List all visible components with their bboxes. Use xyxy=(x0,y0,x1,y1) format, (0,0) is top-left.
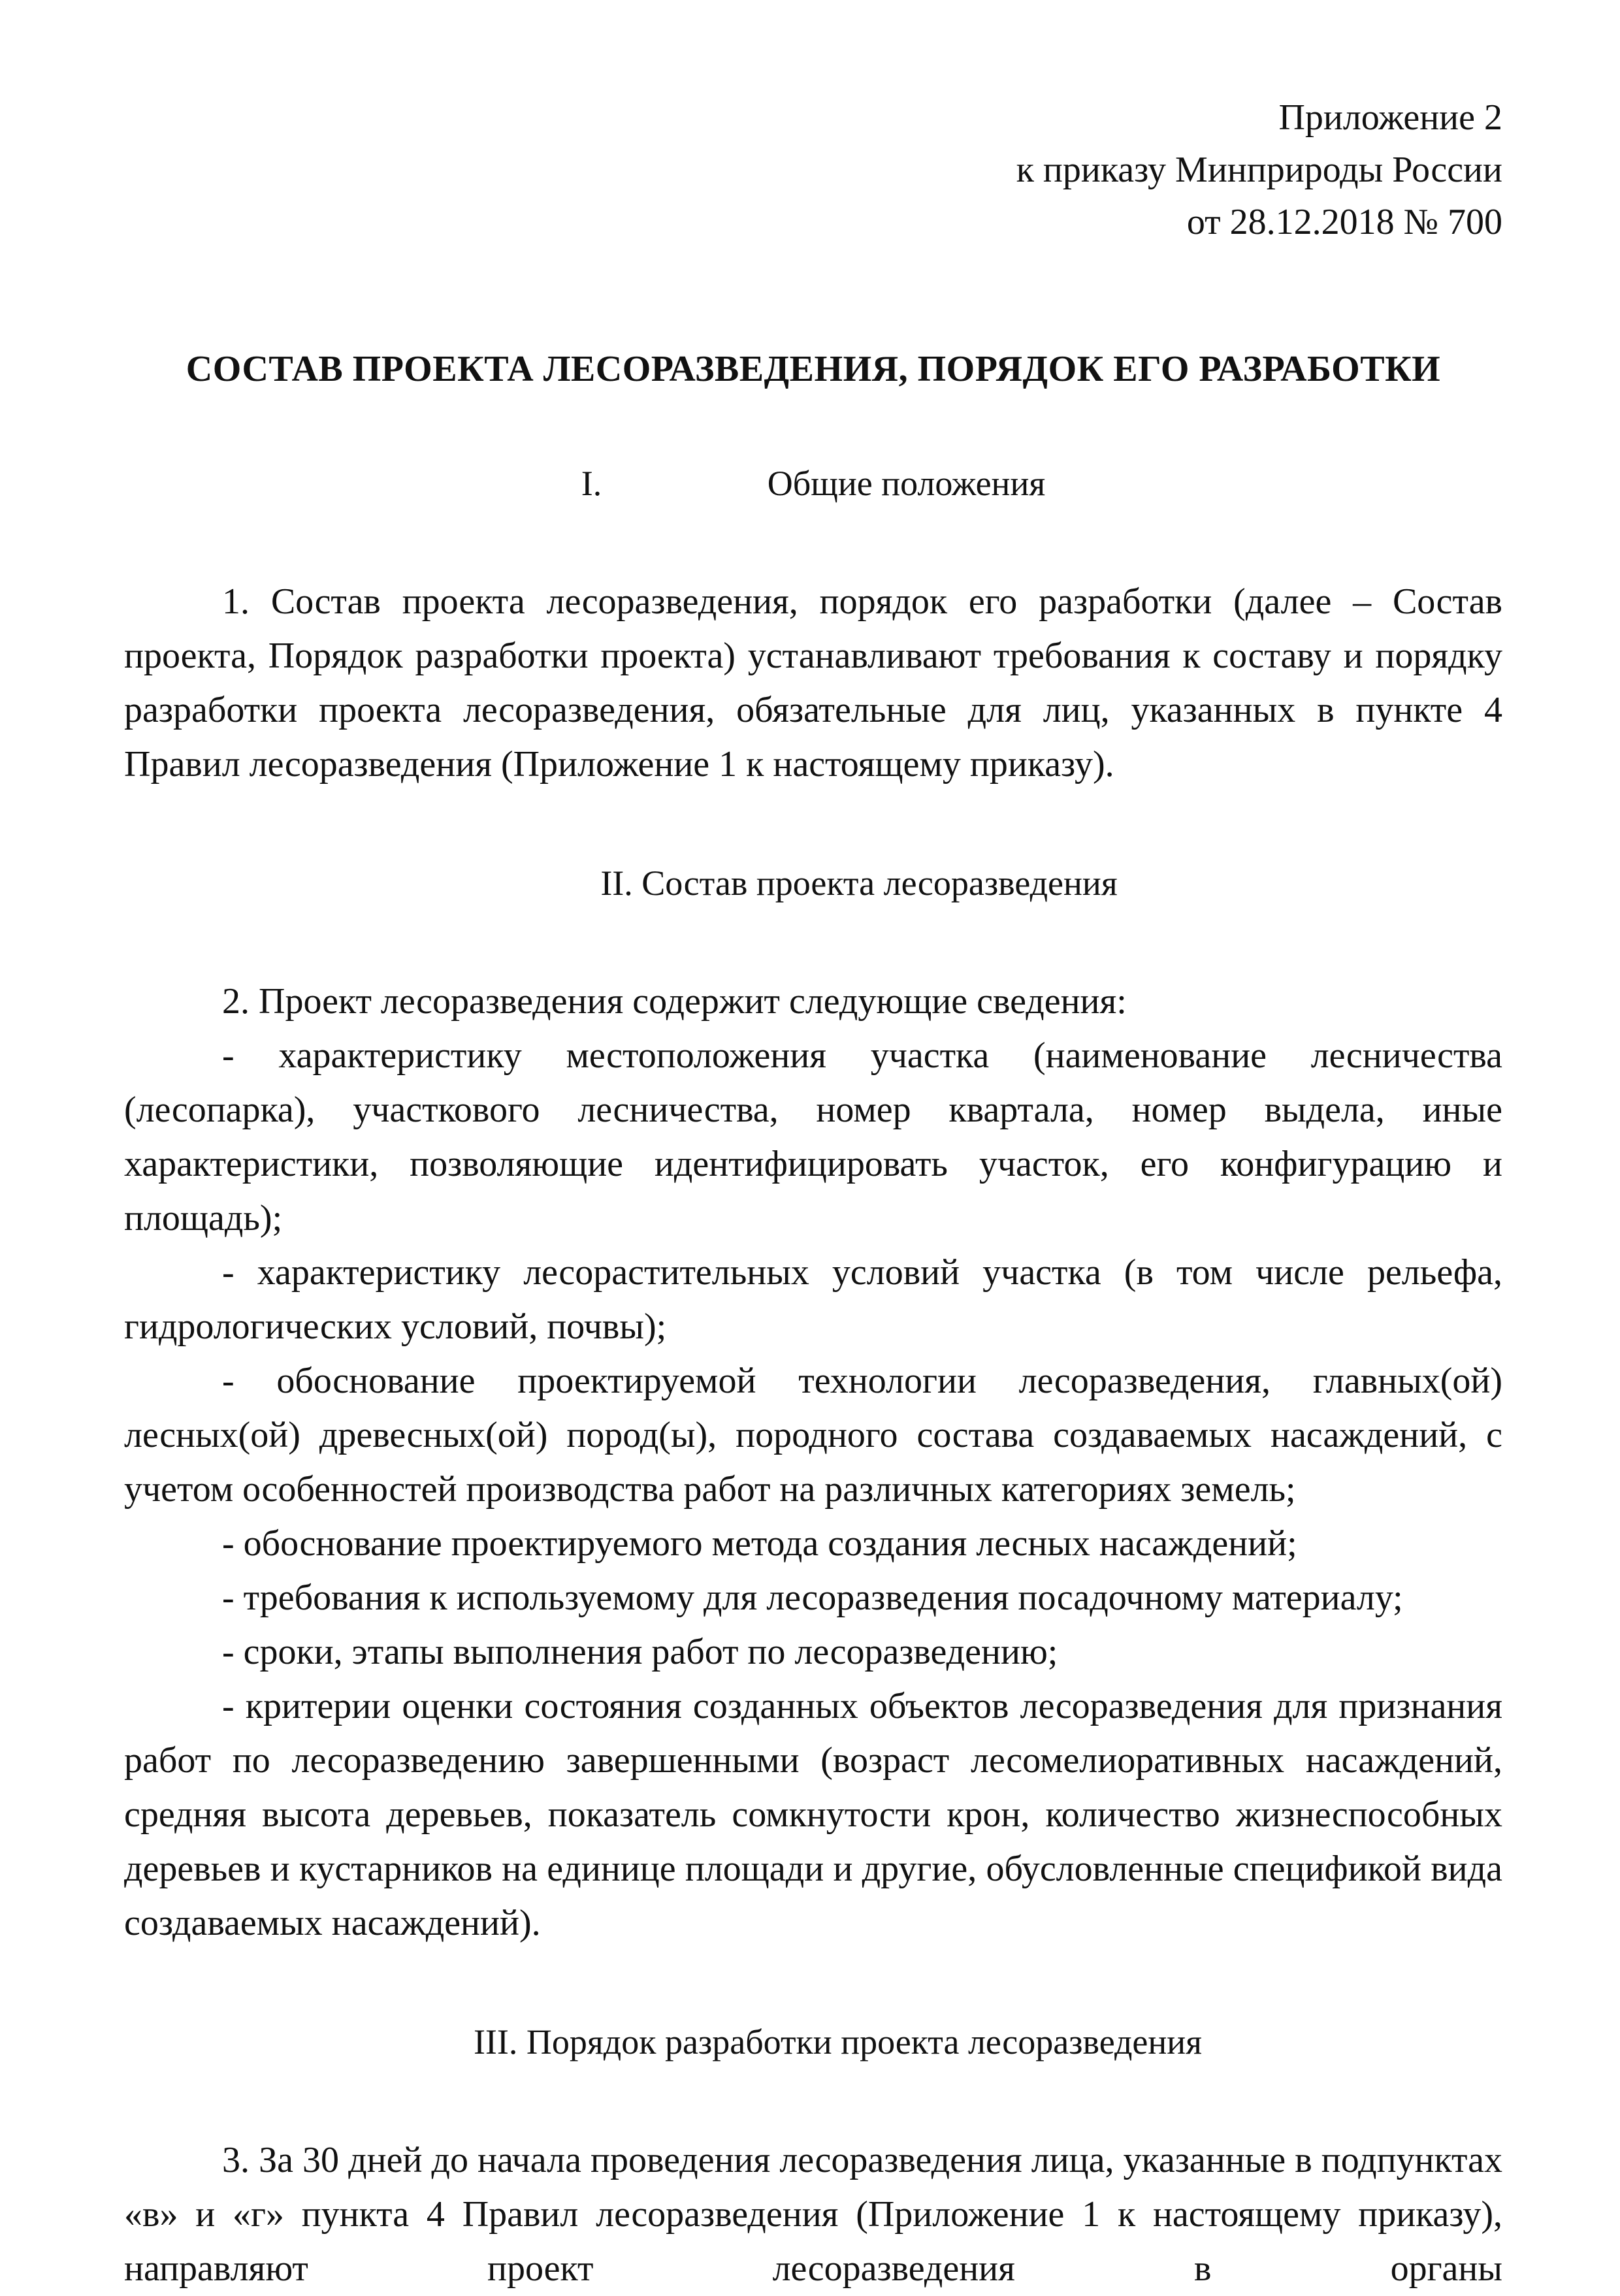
list-item: - требования к используемому для лесоразведения посадочному материалу; xyxy=(222,1577,1403,1618)
annex-block xyxy=(124,91,1502,248)
list-item: - характеристику местоположения участка (наименование лесничества (лесопарка), участкового лесничества, номер квартала, номер выдела, иные характеристики, позволяющие идентифицировать участок, его конфигурацию и площадь); xyxy=(124,1035,1502,1238)
annex-line-1: Приложение 2 xyxy=(1278,97,1502,138)
section-1-title: Общие положения xyxy=(767,464,1046,503)
section-3-heading: III. Порядок разработки проекта лесоразведения xyxy=(473,2022,1203,2062)
section-1-heading xyxy=(124,457,1502,509)
list-item: - характеристику лесорастительных условий участка (в том числе рельефа, гидрологических условий, почвы); xyxy=(124,1252,1502,1347)
paragraph-3: 3. За 30 дней до начала проведения лесоразведения лица, указанные в подпунктах «в» и «г» пункта 4 Правил лесоразведения (Приложение 1 к настоящему приказу), направляют проект лесоразведения в органы xyxy=(124,2140,1502,2289)
list-item: - обоснование проектируемой технологии лесоразведения, главных(ой) лесных(ой) древесных(ой) пород(ы), породного состава создаваемых насаждений, с учетом особенностей производства работ на различных категориях земель; xyxy=(124,1361,1502,1510)
section-1-number: I. xyxy=(581,464,602,503)
document-page xyxy=(124,91,1502,2296)
paragraph-2: 2. Проект лесоразведения содержит следующие сведения: xyxy=(222,981,1127,1022)
annex-line-2: к приказу Минприроды России xyxy=(1016,150,1502,190)
list-item: - сроки, этапы выполнения работ по лесоразведению; xyxy=(222,1632,1058,1672)
paragraph-1: 1. Состав проекта лесоразведения, порядок его разработки (далее – Состав проекта, Порядок разработки проекта) устанавливают требования к составу и порядку разработки проекта лесоразведения, обязательные для лиц, указанных в пункте 4 Правил лесоразведения (Приложение 1 к настоящему приказу). xyxy=(124,581,1502,784)
list-item: - критерии оценки состояния созданных объектов лесоразведения для признания работ по лесоразведению завершенными (возраст лесомелиоративных насаждений, средняя высота деревьев, показатель сомкнутости крон, количество жизнеспособных деревьев и кустарников на единице площади и другие, обусловленные спецификой вида создаваемых насаждений). xyxy=(124,1686,1502,1943)
list-item: - обоснование проектируемого метода создания лесных насаждений; xyxy=(222,1523,1297,1564)
annex-line-3: от 28.12.2018 № 700 xyxy=(1186,202,1502,242)
document-title: СОСТАВ ПРОЕКТА ЛЕСОРАЗВЕДЕНИЯ, ПОРЯДОК ЕГО РАЗРАБОТКИ xyxy=(186,349,1441,389)
section-2-heading: II. Состав проекта лесоразведения xyxy=(600,864,1118,903)
